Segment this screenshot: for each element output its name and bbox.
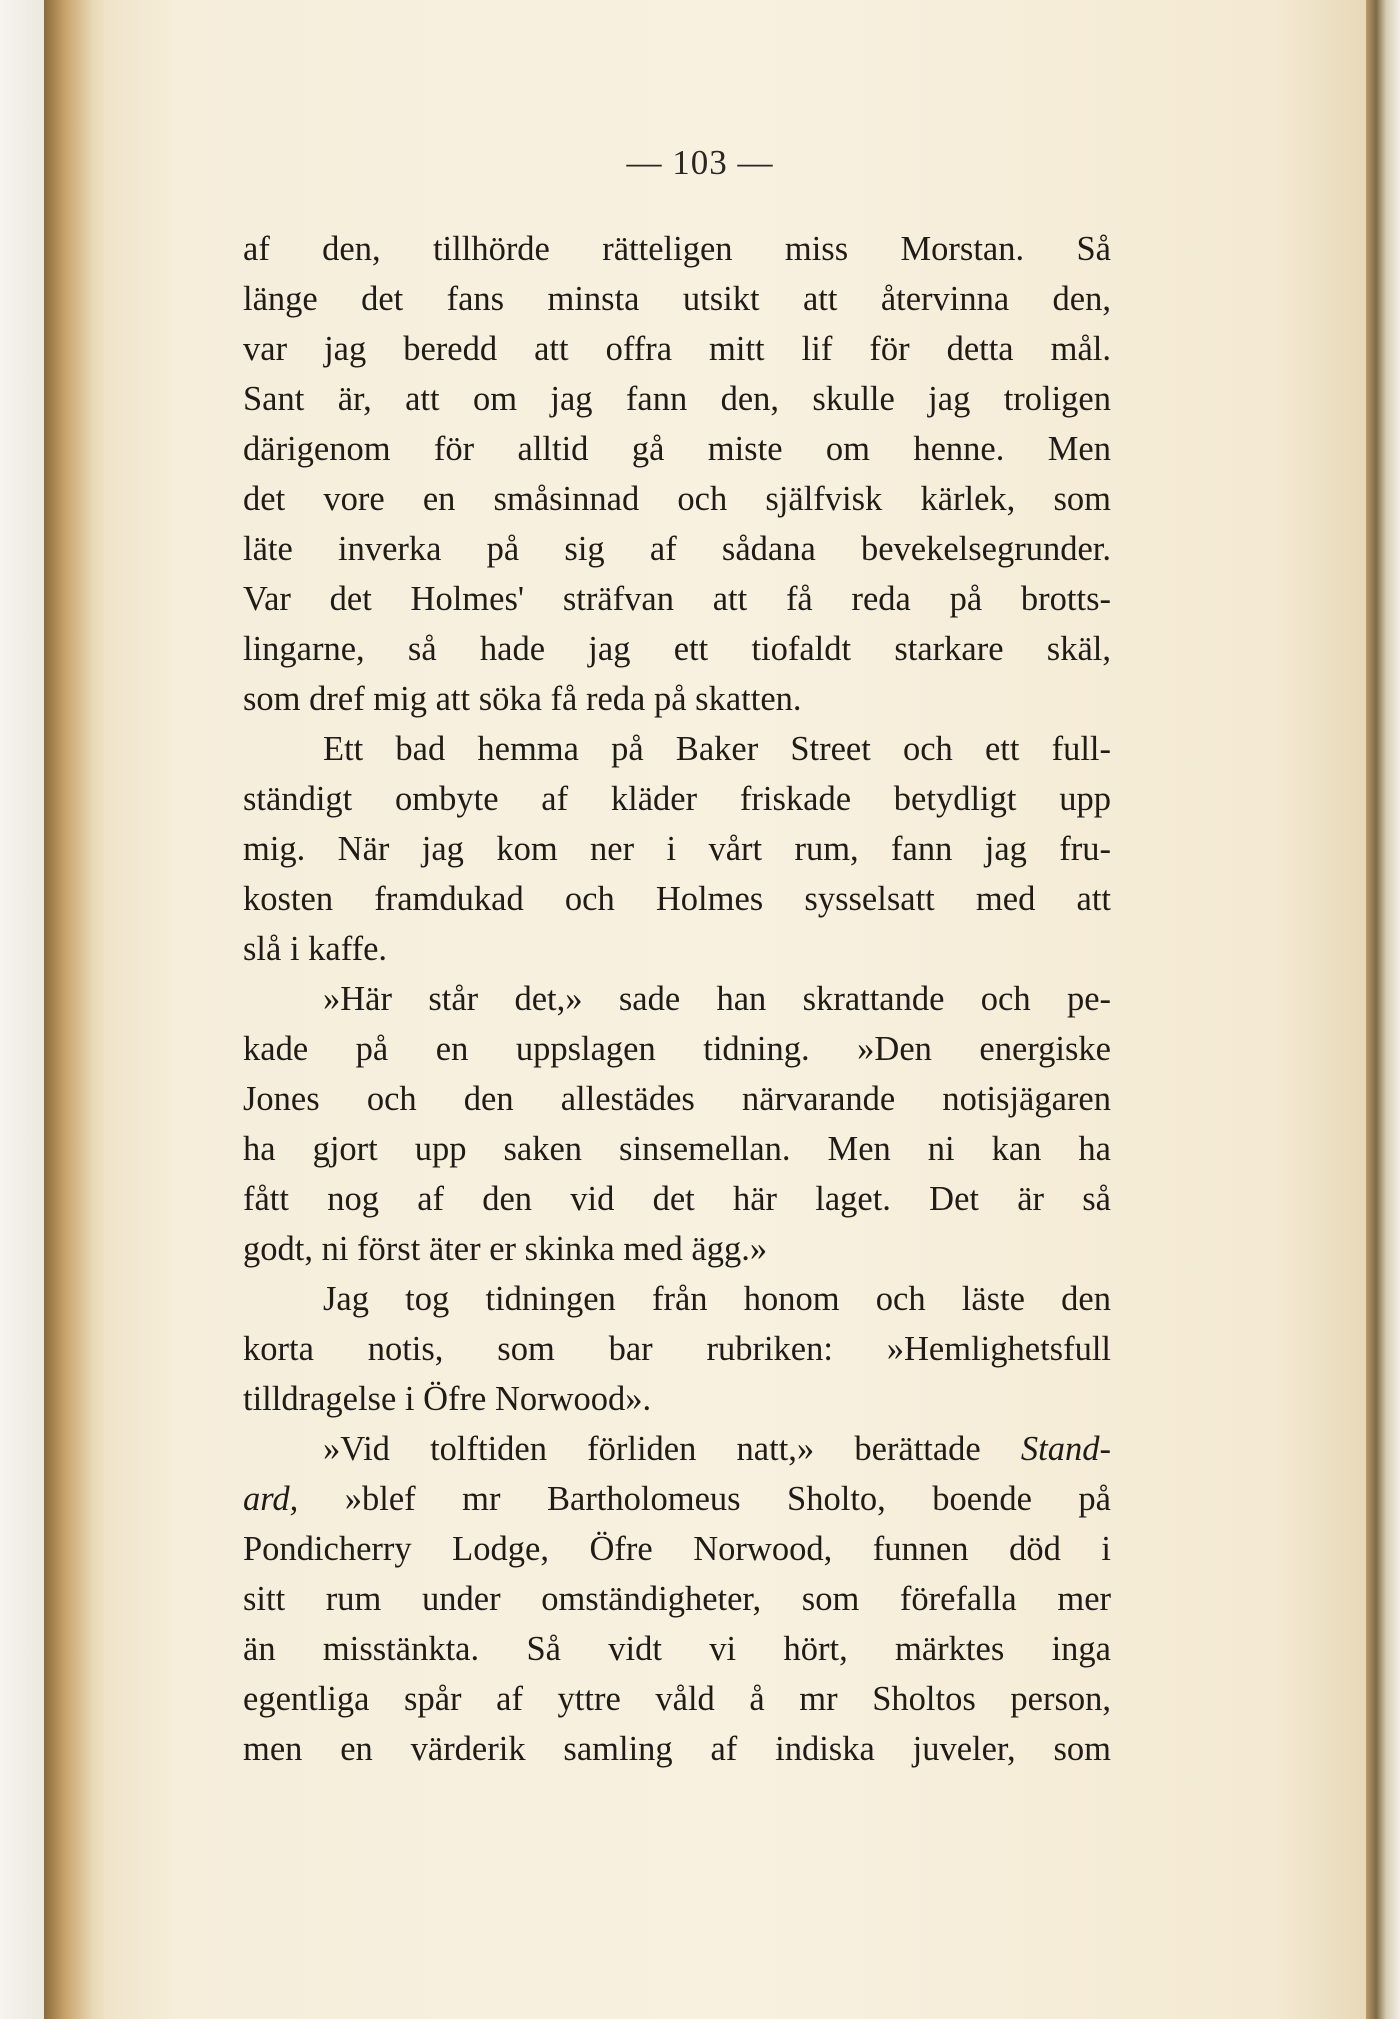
text-line: fått nog af den vid det här laget. Det är så xyxy=(243,1180,1111,1218)
text-line: Sant är, att om jag fann den, skulle jag troligen xyxy=(243,380,1111,418)
text-line: af den, tillhörde rätteligen miss Morstan. Så xyxy=(243,230,1111,268)
text-line: kosten framdukad och Holmes sysselsatt med att xyxy=(243,880,1111,918)
text-line: lingarne, så hade jag ett tiofaldt starkare skäl, xyxy=(243,630,1111,668)
text-line: Jones och den allestädes närvarande notisjägaren xyxy=(243,1080,1111,1118)
page-edge xyxy=(1366,0,1400,2019)
text-line: Var det Holmes' sträfvan att få reda på brotts- xyxy=(243,580,1111,618)
italic-text: Stand- xyxy=(1020,1430,1111,1468)
text-line: ard, »blef mr Bartholomeus Sholto, boende på xyxy=(243,1480,1111,1518)
text-line: ha gjort upp saken sinsemellan. Men ni kan ha xyxy=(243,1130,1111,1168)
scan-margin-left xyxy=(0,0,44,2019)
text-line: därigenom för alltid gå miste om henne. Men xyxy=(243,430,1111,468)
text-line: »Här står det,» sade han skrattande och pe- xyxy=(323,980,1111,1018)
text-line: godt, ni först äter er skinka med ägg.» xyxy=(243,1230,768,1268)
text-line: slå i kaffe. xyxy=(243,930,388,968)
text-line: länge det fans minsta utsikt att återvinna den, xyxy=(243,280,1111,318)
text-line: korta notis, som bar rubriken: »Hemlighetsfull xyxy=(243,1330,1111,1368)
text-line: tilldragelse i Öfre Norwood». xyxy=(243,1380,652,1418)
italic-text: ard, xyxy=(243,1480,299,1518)
text-line: kade på en uppslagen tidning. »Den energiske xyxy=(243,1030,1111,1068)
text-line: än misstänkta. Så vidt vi hört, märktes inga xyxy=(243,1630,1111,1668)
text-line: var jag beredd att offra mitt lif för detta mål. xyxy=(243,330,1111,368)
text-line: mig. När jag kom ner i vårt rum, fann jag fru- xyxy=(243,830,1111,868)
text-line: Jag tog tidningen från honom och läste den xyxy=(323,1280,1111,1318)
text-line: ständigt ombyte af kläder friskade betydligt upp xyxy=(243,780,1111,818)
text-line: »Vid tolftiden förliden natt,» berättade Stand- xyxy=(323,1430,1111,1468)
page-number: — 103 — xyxy=(626,143,774,182)
text-line: som dref mig att söka få reda på skatten. xyxy=(243,680,802,718)
text-line: Ett bad hemma på Baker Street och ett full- xyxy=(323,730,1111,768)
text-line: det vore en småsinnad och själfvisk kärlek, som xyxy=(243,480,1111,518)
text-line: sitt rum under omständigheter, som förefalla mer xyxy=(243,1580,1111,1618)
text-line: Pondicherry Lodge, Öfre Norwood, funnen död i xyxy=(243,1530,1111,1568)
text-line: egentliga spår af yttre våld å mr Sholtos person, xyxy=(243,1680,1111,1718)
body-text xyxy=(243,224,1111,1774)
text-line: men en värderik samling af indiska juveler, som xyxy=(243,1730,1111,1768)
text-line: läte inverka på sig af sådana bevekelsegrunder. xyxy=(243,530,1111,568)
